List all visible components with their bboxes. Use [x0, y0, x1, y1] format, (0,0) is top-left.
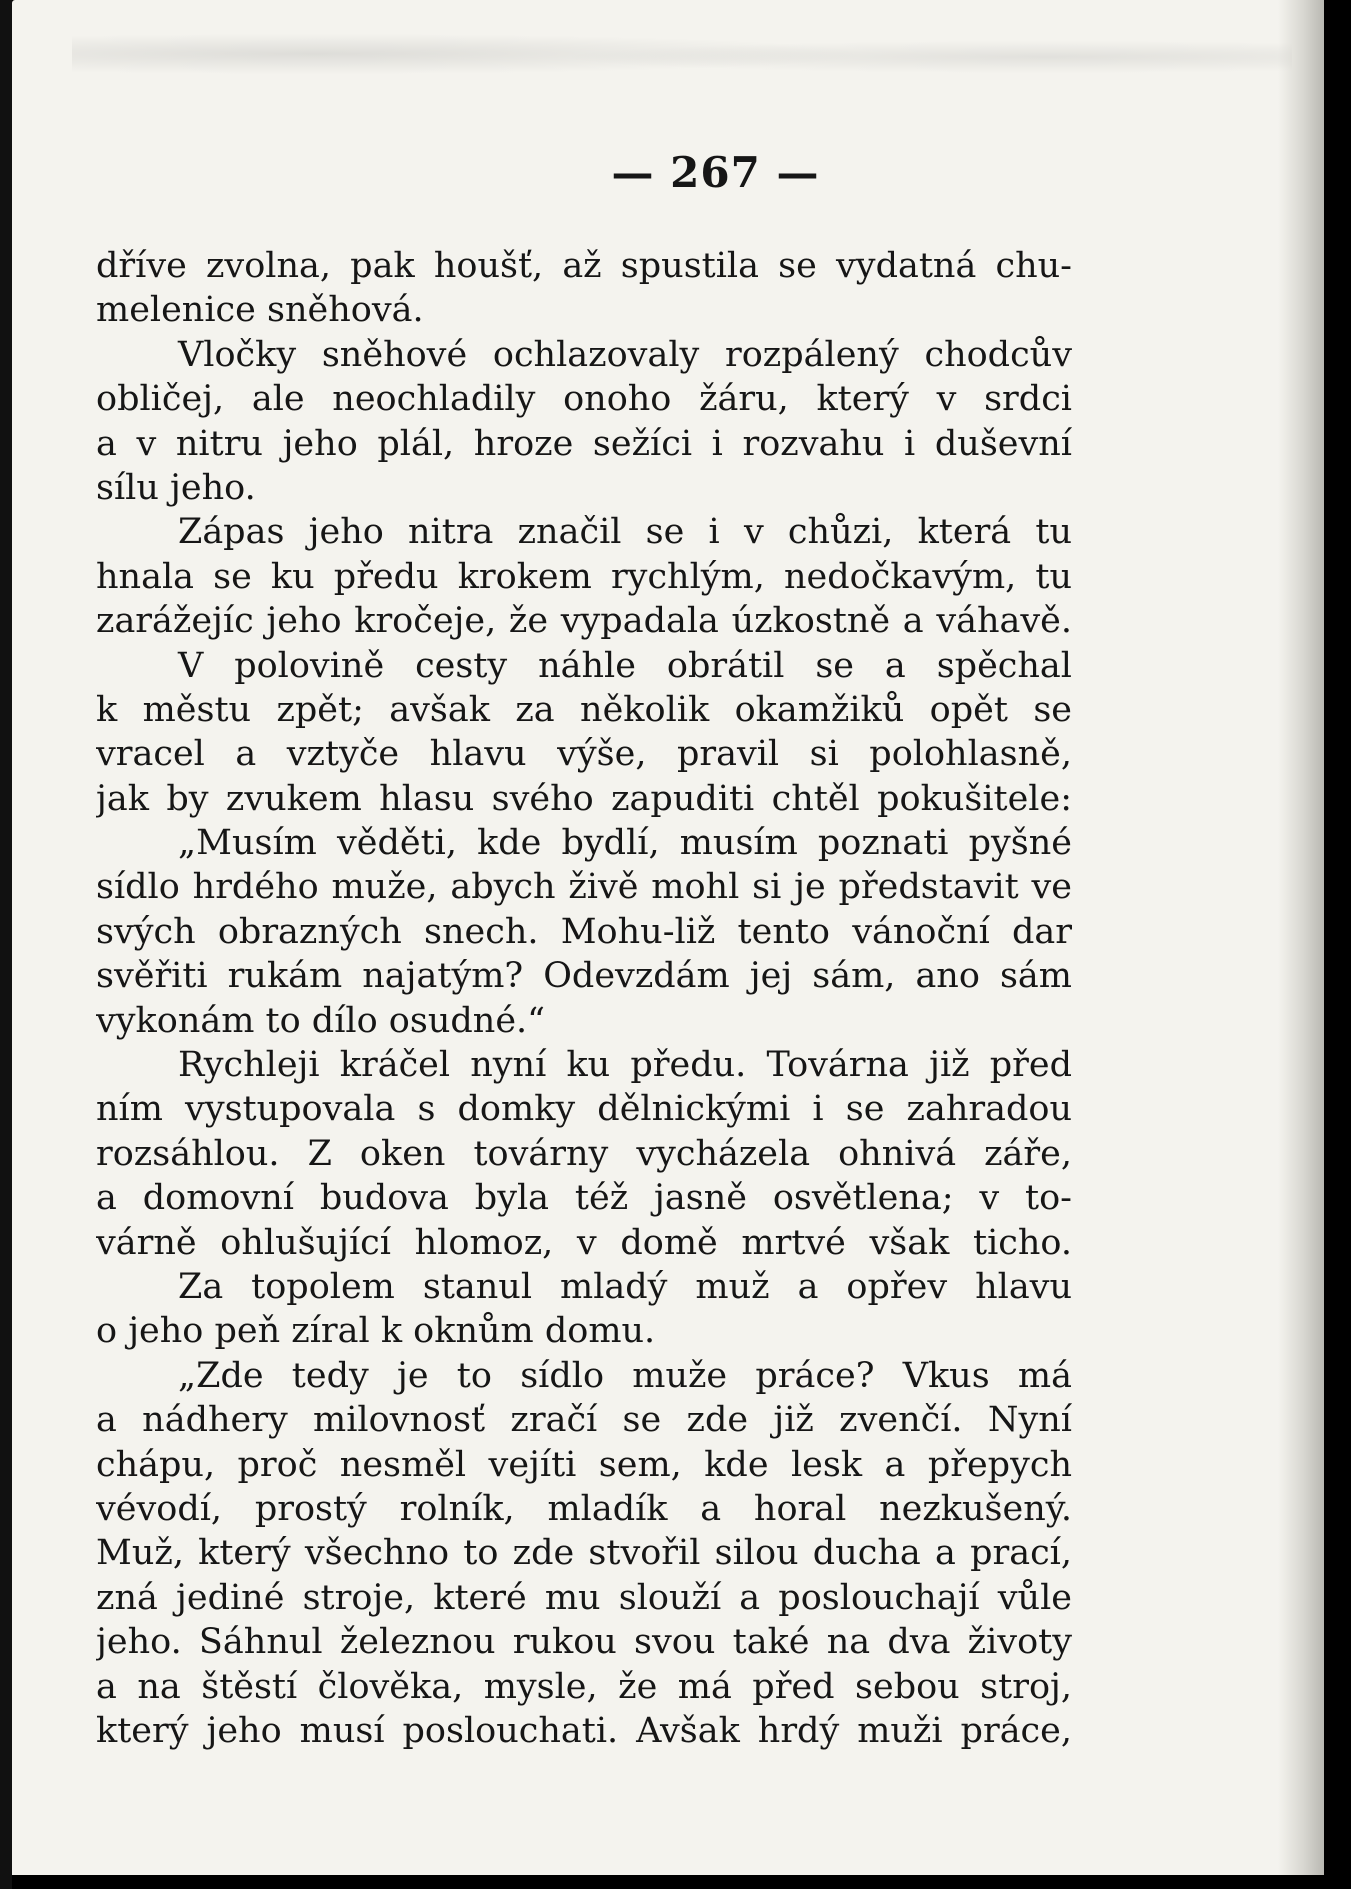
text-line: a nádhery milovnosť zračí se zde již zvenčí. Nyní	[96, 1400, 1072, 1441]
text-line: k městu zpět; avšak za několik okamžiků opět se	[96, 689, 1072, 730]
text-line: hnala se ku předu krokem rychlým, nedočkavým, tu	[96, 556, 1072, 597]
text-line: a v nitru jeho plál, hroze sežíci i rozvahu i duševní	[96, 423, 1072, 464]
text-line: várně ohlušující hlomoz, v domě mrtvé však ticho.	[96, 1222, 1072, 1263]
text-line: rozsáhlou. Z oken továrny vycházela ohnivá záře,	[96, 1133, 1072, 1174]
text-line: V polovině cesty náhle obrátil se a spěchal	[178, 645, 1072, 686]
text-line: Muž, který všechno to zde stvořil silou ducha a prací,	[96, 1533, 1072, 1574]
body-text	[96, 244, 1072, 1753]
text-line: „Musím věděti, kde bydlí, musím poznati pyšné	[178, 823, 1072, 864]
text-line: svých obrazných snech. Mohu-liž tento vánoční dar	[96, 911, 1072, 952]
text-line: který jeho musí poslouchati. Avšak hrdý muži práce,	[96, 1710, 1072, 1751]
text-line: sídlo hrdého muže, abych živě mohl si je představit ve	[96, 867, 1072, 908]
text-line: o jeho peň zíral k oknům domu.	[96, 1311, 656, 1352]
text-line: vévodí, prostý rolník, mladík a horal nezkušený.	[96, 1488, 1072, 1529]
page-number: — 267 —	[611, 148, 820, 197]
text-line: vykonám to dílo osudné.“	[96, 1000, 546, 1041]
text-line: zarážejíc jeho kročeje, že vypadala úzkostně a váhavě.	[96, 601, 1072, 642]
paper-speckle	[72, 30, 1292, 90]
text-line: melenice sněhová.	[96, 290, 424, 331]
text-line: a domovní budova byla též jasně osvětlena; v to-	[96, 1178, 1072, 1219]
text-line: jeho. Sáhnul železnou rukou svou také na dva životy	[96, 1622, 1072, 1663]
text-line: Za topolem stanul mladý muž a opřev hlavu	[178, 1266, 1072, 1307]
text-line: chápu, proč nesměl vejíti sem, kde lesk a přepych	[96, 1444, 1072, 1485]
text-line: jak by zvukem hlasu svého zapuditi chtěl pokušitele:	[96, 778, 1072, 819]
text-line: ním vystupovala s domky dělnickými i se zahradou	[96, 1089, 1072, 1130]
text-line: obličej, ale neochladily onoho žáru, který v srdci	[96, 379, 1072, 420]
text-line: zná jediné stroje, které mu slouží a poslouchají vůle	[96, 1577, 1072, 1618]
text-line: vracel a vztyče hlavu výše, pravil si polohlasně,	[96, 734, 1072, 775]
text-line: Vločky sněhové ochlazovaly rozpálený chodcův	[178, 334, 1072, 375]
page-edge-shadow	[1278, 0, 1324, 1875]
text-line: Rychleji kráčel nyní ku předu. Továrna již před	[178, 1045, 1072, 1086]
text-line: „Zde tedy je to sídlo muže práce? Vkus má	[178, 1355, 1072, 1396]
text-line: a na štěstí člověka, mysle, že má před sebou stroj,	[96, 1666, 1072, 1707]
text-line: sílu jeho.	[96, 467, 256, 508]
text-line: svěřiti rukám najatým? Odevzdám jej sám, ano sám	[96, 956, 1072, 997]
scan-left-edge	[0, 0, 12, 1889]
text-line: Zápas jeho nitra značil se i v chůzi, která tu	[178, 512, 1072, 553]
text-line: dříve zvolna, pak houšť, až spustila se vydatná chu-	[96, 246, 1072, 286]
